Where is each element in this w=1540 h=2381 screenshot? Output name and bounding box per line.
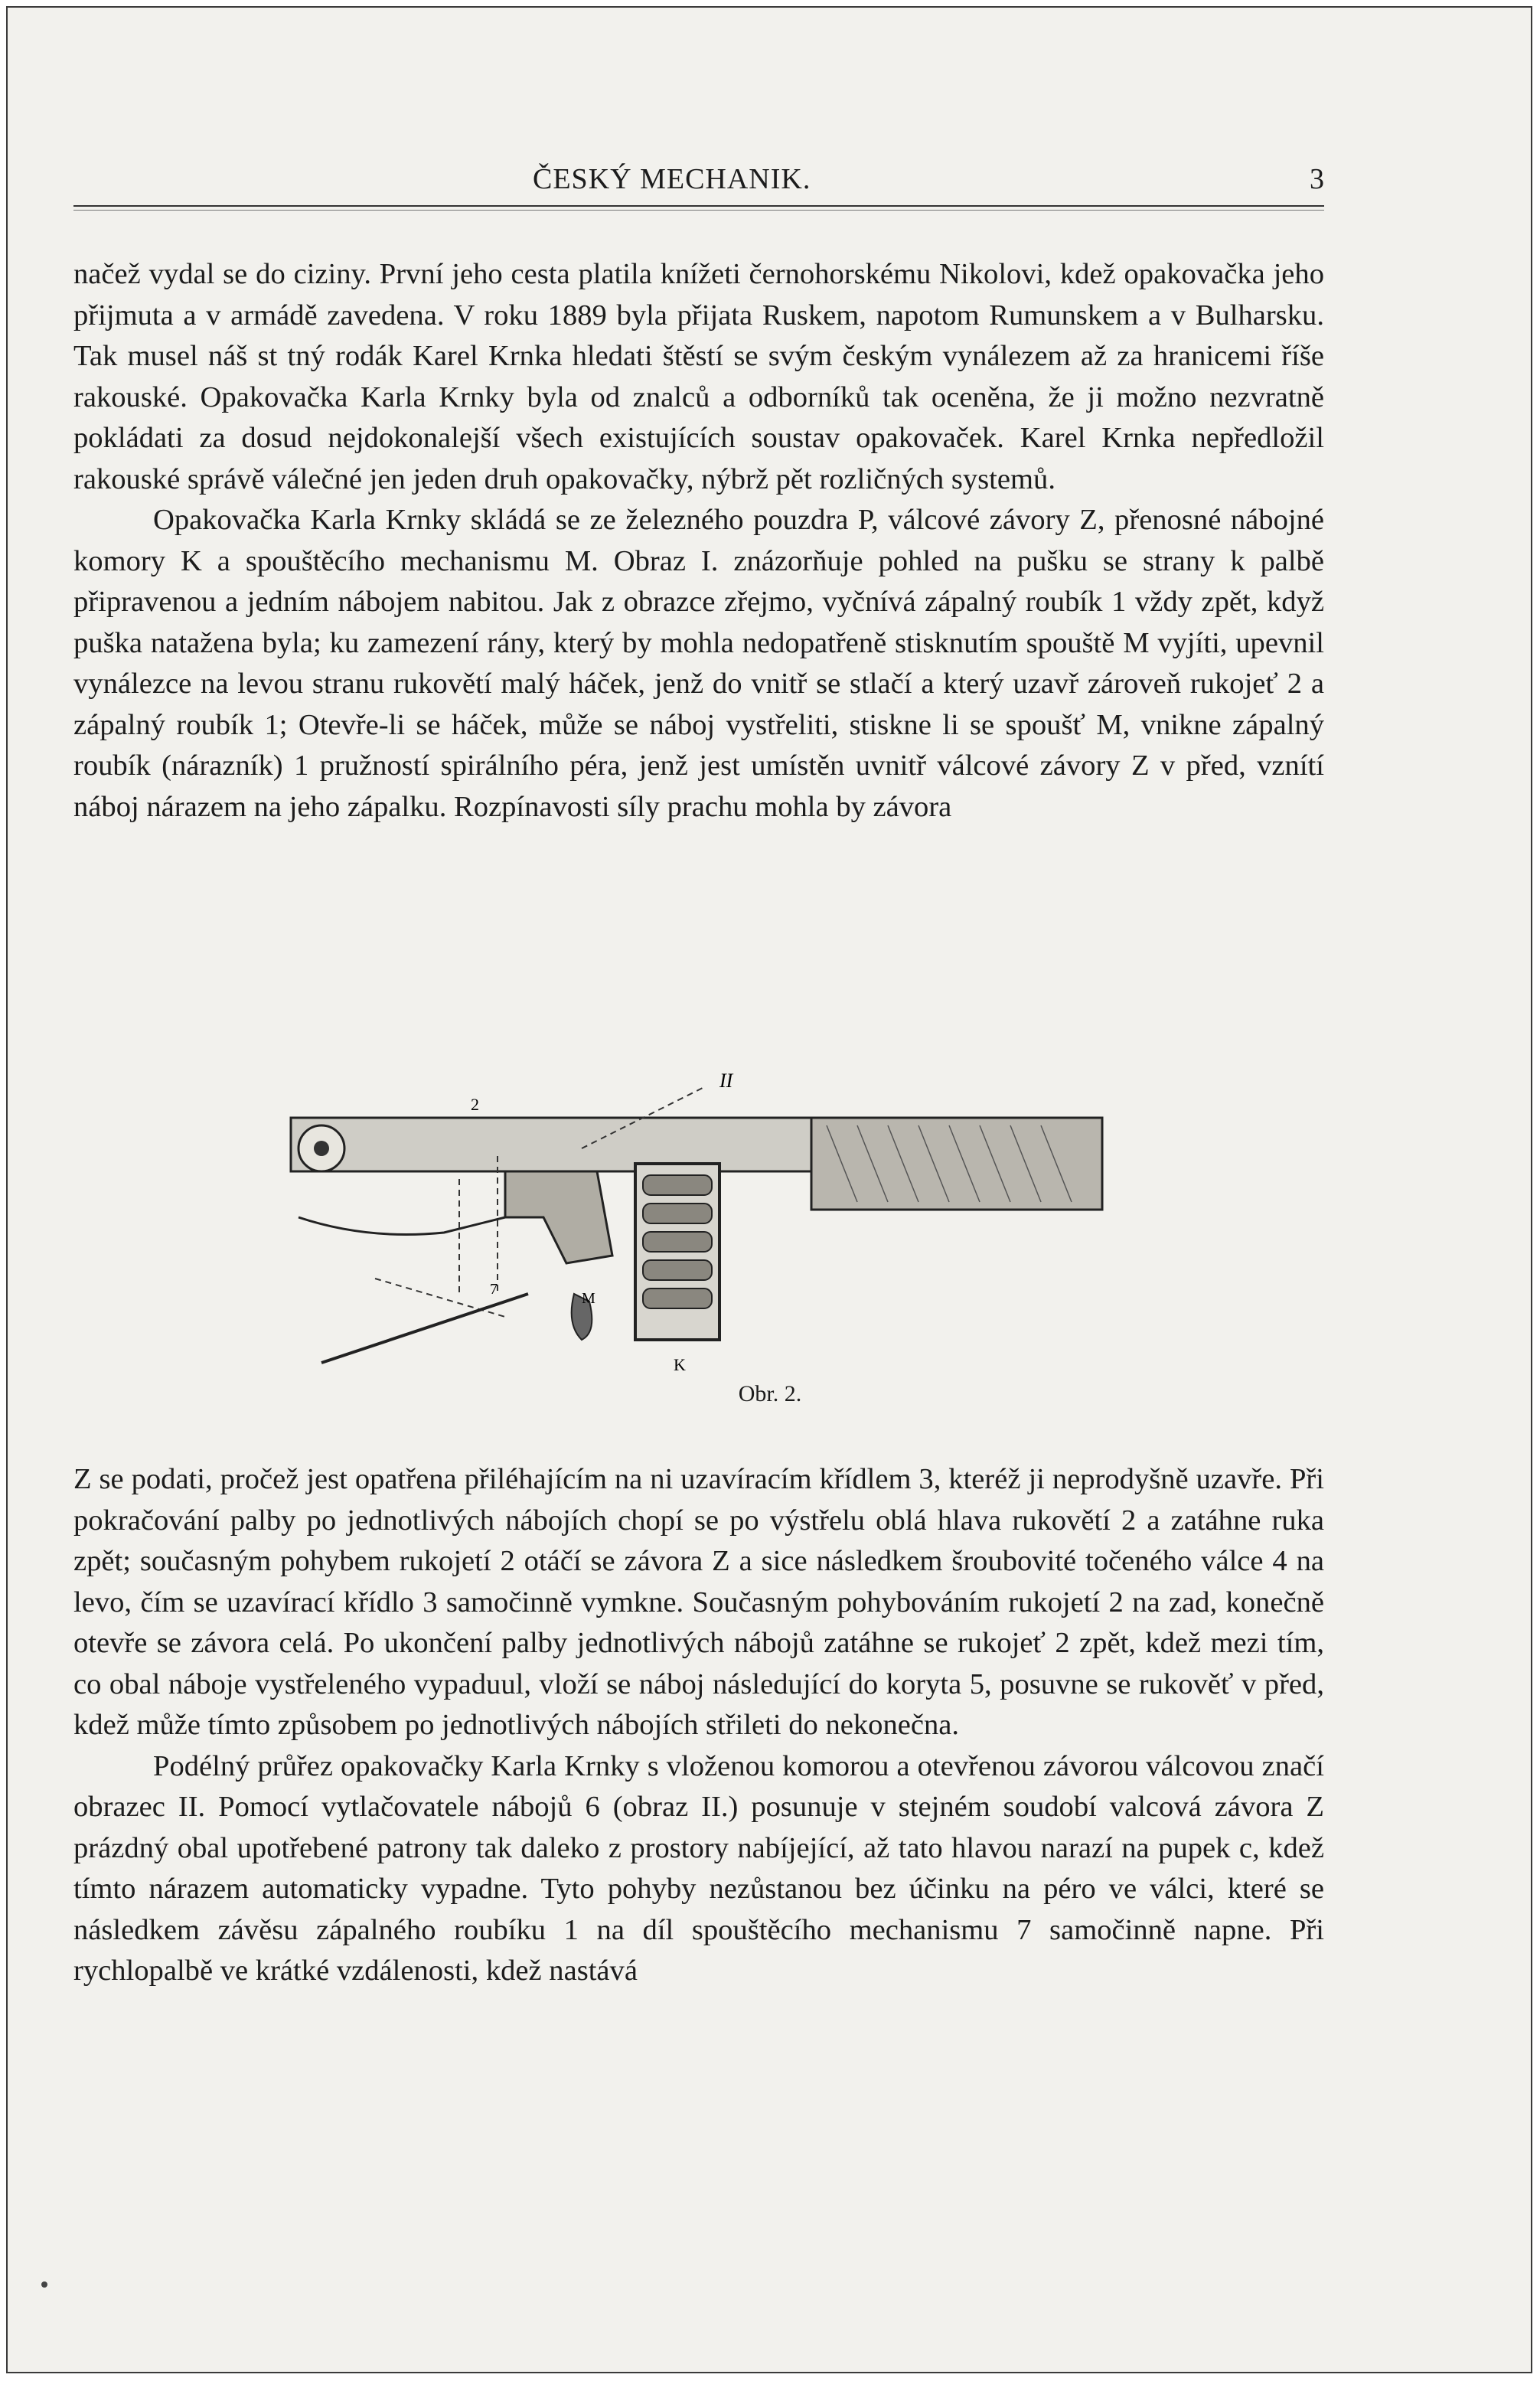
label-2: 2 xyxy=(471,1095,479,1114)
label-7: 7 xyxy=(490,1281,498,1298)
paragraph-1: načež vydal se do ciziny. První jeho cesta platila knížeti černohorskému Nikolovi, kdež opakovačka jeho přijmuta a v armádě zavedena. V roku 1889 byla přijata Ruskem, napotom Rumunskem a v Bulharsku. Tak musel náš st tný rodák Karel Krnka hledati štěstí se svým českým vynálezem až za hranicemi říše rakouské. Opakovačka Karla Krnky byla od znalců a odborníků tak oceněna, že ji možno nezvratně pokládati za dosud nejdokonalejší všech existujících soustav opakovaček. Karel Krnka nepředložil rakouské správě válečné jen jeden druh opakovačky, nýbrž pět rozličných systemů. xyxy=(73,258,1324,495)
journal-title: ČESKÝ MECHANIK. xyxy=(533,163,811,195)
paragraph-2: Opakovačka Karla Krnky skládá se ze železného pouzdra P, válcové závory Z, přenosné nábojné komory K a spouštěcího mechanismu M. Obraz I. znázorňuje pohled na pušku se strany k palbě připravenou a jedním nábojem nabitou. Jak z obrazce zřejmo, vyčnívá zápalný roubík 1 vždy zpět, když puška natažena byla; ku zamezení rány, který by mohla nedopatřeně stisknutím spouště M vyjíti, upevnil vynálezce na levou stranu rukovětí malý háček, jenž do vnitř se stlačí a který uzavř zároveň rukojeť 2 a zápalný roubík 1; Otevře-li se háček, může se náboj vystřeliti, stiskne li se spoušť M, vnikne zápalný roubík (nárazník) 1 pružností spirálního péra, jenž jest umístěn uvnitř válcové závory Z v před, vznítí náboj nárazem na jeho zápalku. Rozpínavosti síly prachu mohla by závora xyxy=(73,504,1324,823)
figure-caption: Obr. 2. xyxy=(738,1381,802,1406)
rifle-illustration xyxy=(276,1064,1140,1378)
text-block-upper xyxy=(73,254,1324,828)
label-M: M xyxy=(582,1290,595,1307)
ramrod xyxy=(321,1294,528,1363)
header-rule-thin xyxy=(73,210,1324,211)
scan-speck xyxy=(41,2281,47,2288)
trigger-grip xyxy=(505,1171,612,1263)
cartridges xyxy=(643,1175,712,1308)
paragraph-3: Z se podati, pročež jest opatřena přiléhajícím na ni uzavíracím křídlem 3, kteréž ji neprodyšně uzavře. Při pokračování palby po jednotlivých nábojích chopí se po výstřelu oblá hlava rukovětí 2 a zatáhne ruka zpět; současným pohybem rukojetí 2 otáčí se závora Z a sice následkem šroubovité točeného válce 4 na levo, čím se uzavírací křídlo 3 samočinně vymkne. Současným pohybováním rukojetí 2 na zad, konečně otevře se závora celá. Po ukončení palby jednotlivých nábojů zatáhne se rukojeť 2 zpět, kdež mezi tím, co obal náboje vystřeleného vypaduul, vloží se náboj následující do koryta 5, posuvne se rukověť v před, kdež může tímto způsobem po jednotlivých nábojích střileti do nekonečna. xyxy=(73,1463,1324,1741)
sling-line xyxy=(299,1217,505,1235)
paragraph-4: Podélný průřez opakovačky Karla Krnky s vloženou komorou a otevřenou závorou válcovou značí obrazec II. Pomocí vytlačovatele nábojů 6 (obraz II.) posunuje v stejném soudobí valcová závora Z prázdný obal upotřebené patrony tak daleko z prostory nabíjející, až tato hlavou narazí na pupek c, kdež tímto nárazem automaticky vypadne. Tyto pohyby nezůstanou bez účinku na péro ve válci, které se následkem závěsu zápalného roubíku 1 na díl spouštěcího mechanismu 7 samočinně napne. Při rychlopalbě ve krátké vzdálenosti, kdež nastává xyxy=(73,1749,1324,1987)
label-II: II xyxy=(719,1070,733,1092)
text-block-lower xyxy=(73,1459,1324,1992)
header-rule xyxy=(73,205,1324,207)
page-number: 3 xyxy=(1310,163,1324,195)
running-header xyxy=(73,158,1324,204)
label-K: K xyxy=(674,1355,686,1374)
